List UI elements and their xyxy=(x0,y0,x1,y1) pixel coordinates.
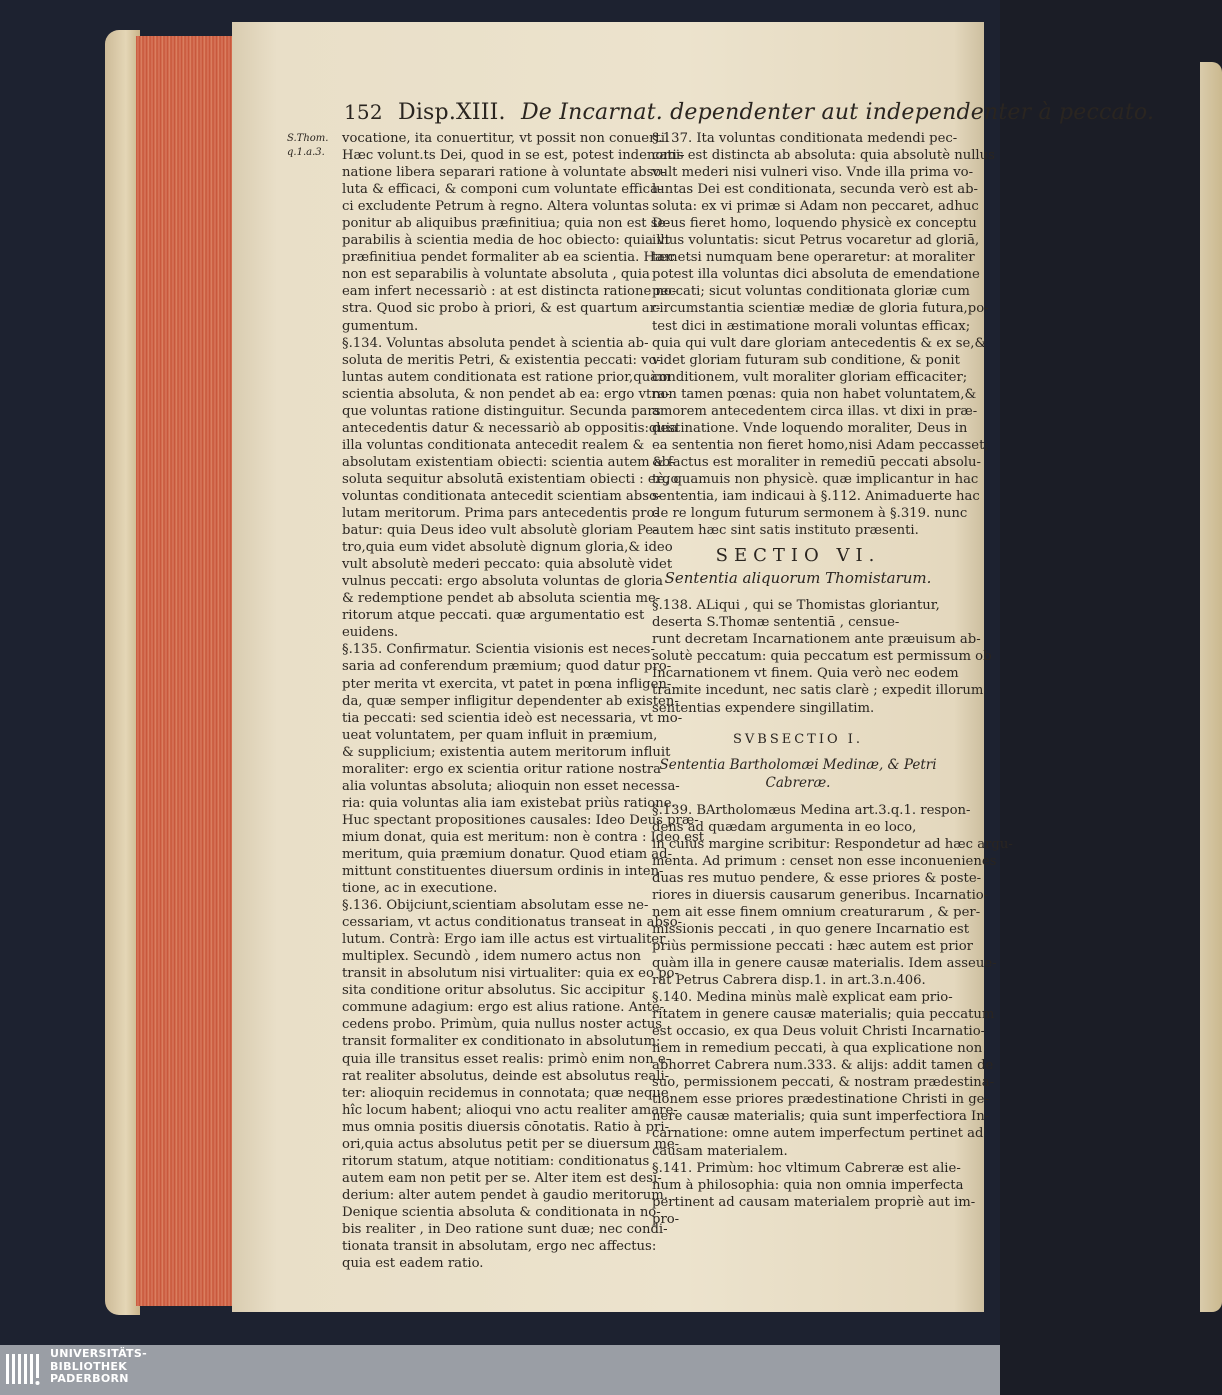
text-line: lutum. Contrà: Ergo iam ille actus est virtualiter xyxy=(342,932,666,948)
left-column xyxy=(342,130,705,1272)
text-line: destinatione. Vnde loquendo moraliter, Deus in xyxy=(652,420,968,436)
text-line: tionem esse priores prædestinatione Christi in ge- xyxy=(652,1092,989,1108)
section-title: SECTIO VI. xyxy=(715,545,881,567)
text-line: illa voluntas conditionata antecedit realem & xyxy=(342,437,645,453)
logo-line-3: PADERBORN xyxy=(50,1372,129,1385)
text-line: euidens. xyxy=(342,625,399,641)
text-line: & redemptione pendet ab absoluta scientia me- xyxy=(342,591,661,607)
text-line: luta & efficaci, & componi cum voluntate effica- xyxy=(342,182,663,198)
text-line: meritum, quia præmium donatur. Quod etiam ad- xyxy=(342,846,673,862)
library-footer-bar xyxy=(0,1345,1000,1395)
text-line: pter merita vt exercita, vt patet in pœna infligen- xyxy=(342,676,672,692)
text-line: sententia, iam indicaui à §.112. Animaduerte hac xyxy=(652,488,980,504)
text-line: §.139. BArtholomæus Medina art.3.q.1. respon- xyxy=(652,802,971,818)
text-line: & factus est moraliter in remediū peccati absolu- xyxy=(652,454,981,470)
text-line: §.136. Obijciunt,scientiam absolutam esse ne- xyxy=(342,898,649,914)
text-line: hîc locum habent; alioqui vno actu realiter amare- xyxy=(342,1102,678,1118)
text-line: tionata transit in absolutam, ergo nec affectus: xyxy=(342,1239,657,1255)
text-line: vulnus peccati: ergo absoluta voluntas de gloria xyxy=(342,574,664,590)
text-line: tia peccati: sed scientia ideò est necessaria, vt mo- xyxy=(342,710,683,726)
text-line: vult mederi nisi vulneri viso. Vnde illa prima vo- xyxy=(652,165,974,181)
text-line: Deus fieret homo, loquendo physicè ex conceptu xyxy=(652,216,977,232)
text-line: saria ad conferendum præmium; quod datur pro- xyxy=(342,659,672,675)
text-line: potest illa voluntas dici absoluta de emendatione xyxy=(652,267,980,283)
text-line: cedens probo. Primùm, quia nullus noster actus xyxy=(342,1017,663,1033)
text-line: runt decretam Incarnationem ante præuisum ab- xyxy=(652,632,981,648)
text-line: §.137. Ita voluntas conditionata medendi pec- xyxy=(652,131,958,146)
text-line: ori,quia actus absolutus petit per se diuersum me- xyxy=(342,1136,680,1152)
page-number: 152 xyxy=(344,100,383,124)
text-line: circumstantia scientiæ mediæ de gloria futura,po- xyxy=(652,301,989,317)
text-line: vult absolutè mederi peccato: quia absolutè videt xyxy=(342,557,673,573)
text-line: missionis peccati , in quo genere Incarnatio est xyxy=(652,921,970,937)
text-line: da, quæ semper infligitur dependenter ab existen- xyxy=(342,693,679,709)
text-line: cessariam, vt actus conditionatus transeat in abso- xyxy=(342,915,683,931)
text-line: tione, ac in executione. xyxy=(342,881,498,897)
text-line: luntas Dei est conditionata, secunda verò est ab- xyxy=(652,182,978,198)
logo-line-2: BIBLIOTHEK xyxy=(50,1359,128,1373)
text-line: ritatem in genere causæ materialis; quia peccatum xyxy=(652,1007,995,1023)
text-line: quàm illa in genere causæ materialis. Idem asseue- xyxy=(652,956,997,972)
subsection-subtitle: Sententia Bartholomæi Medinæ, & Petri Cabreræ. xyxy=(659,756,937,791)
text-line: carnatione: omne autem imperfectum pertinet ad xyxy=(652,1126,984,1142)
text-line: duas res mutuo pendere, & esse priores & poste- xyxy=(652,870,982,886)
text-line: suo, permissionem peccati, & nostram prædestina- xyxy=(652,1075,995,1091)
right-column-top-text xyxy=(652,130,995,539)
section-subtitle: Sententia aliquorum Thomistarum. xyxy=(664,569,932,588)
text-line: derium: alter autem pendet à gaudio meritorum. xyxy=(342,1187,668,1203)
text-line: luntas autem conditionata est ratione prior,quàm xyxy=(342,369,671,385)
text-line: ci excludente Petrum à regno. Altera voluntas xyxy=(342,199,649,215)
text-line: in cuius margine scribitur: Respondetur ad hæc argu- xyxy=(652,836,1013,852)
text-line: multiplex. Secundò , idem numero actus non xyxy=(342,949,642,965)
red-fore-edge xyxy=(136,36,236,1306)
running-header xyxy=(344,100,1155,125)
text-line: nere causæ materialis; quia sunt imperfectiora In- xyxy=(652,1109,990,1125)
text-line: ueat voluntatem, per quam influit in præmium, xyxy=(342,727,658,743)
text-line: gumentum. xyxy=(342,318,419,334)
text-line: alia voluntas absoluta; alioquin non esset necessa- xyxy=(342,778,680,794)
text-line: causam materialem. xyxy=(652,1143,788,1159)
text-line: conditionem, vult moraliter gloriam efficaciter; xyxy=(652,369,968,385)
text-line: Incarnationem vt finem. Quia verò nec eodem xyxy=(652,666,959,682)
book-spine xyxy=(105,30,140,1315)
right-column-mid-text xyxy=(652,597,992,716)
text-line: autem hæc sint satis instituto præsenti. xyxy=(652,523,919,539)
text-line: §.141. Primùm: hoc vltimum Cabreræ est alie- xyxy=(652,1160,961,1176)
text-line: non est separabilis à voluntate absoluta , quia xyxy=(342,267,650,283)
text-line: sita conditione oritur absolutus. Sic accipitur xyxy=(342,983,645,999)
text-line: peccati; sicut voluntas conditionata gloriæ cum xyxy=(652,284,970,300)
text-line: §.140. Medina minùs malè explicat eam prio- xyxy=(652,990,953,1006)
margin-note: S.Thom. q.1.a.3. xyxy=(287,133,329,158)
text-line: catis est distincta ab absoluta: quia absolutè nullus xyxy=(652,148,995,164)
text-line: nem ait esse finem omnium creaturarum , & per- xyxy=(652,904,981,920)
text-line: eam infert necessariò : at est distincta ratione no- xyxy=(342,284,677,300)
right-column-bottom-text xyxy=(652,802,1013,1228)
text-line: quia qui vult dare gloriam antecedentis & ex se,& xyxy=(652,335,987,351)
text-line: quia ille transitus esset realis: primò enim non e- xyxy=(342,1051,671,1067)
text-line: ritorum statum, atque notitiam: conditionatus xyxy=(342,1153,650,1169)
text-line: commune adagium: ergo est alius ratione. Ante- xyxy=(342,1000,665,1016)
text-line: ria: quia voluntas alia iam existebat priùs ratione. xyxy=(342,795,676,811)
text-line: parabilis à scientia media de hoc obiecto: quia vt xyxy=(342,233,670,249)
text-line: §.138. ALiqui , qui se Thomistas gloriantur, xyxy=(652,598,940,614)
text-line: priùs permissione peccati : hæc autem est prior xyxy=(652,938,973,954)
text-line: amorem antecedentem circa illas. vt dixi in præ- xyxy=(652,403,978,419)
text-line: soluta sequitur absolutā existentiam obiecti : ergo xyxy=(342,471,679,487)
book-page xyxy=(232,22,1155,1312)
text-line: tametsi numquam bene operaretur: at moraliter xyxy=(652,250,975,266)
right-column xyxy=(652,130,1013,1228)
text-line: transit in absolutum nisi virtualiter: quia ex eo po- xyxy=(342,966,679,982)
logo-line-1: UNIVERSITÄTS- xyxy=(50,1347,147,1360)
text-line: riores in diuersis causarum generibus. Incarnatio- xyxy=(652,887,989,903)
text-line: Denique scientia absoluta & conditionata in no- xyxy=(342,1204,661,1220)
text-line: mus omnia positis diuersis cōnotatis. Ratio à pri- xyxy=(342,1119,670,1135)
text-line: mittunt constituentes diuersum ordinis in inten- xyxy=(342,864,664,880)
text-line: soluta de meritis Petri, & existentia peccati: vo- xyxy=(342,352,662,368)
text-line: que voluntas ratione distinguitur. Secunda pars xyxy=(342,403,661,419)
text-line: pertinent ad causam materialem propriè aut im- xyxy=(652,1194,976,1210)
text-line: pro- xyxy=(652,1211,680,1227)
text-line: illius voluntatis: sicut Petrus vocaretur ad gloriā, xyxy=(652,233,980,249)
text-line: tro,quia eum videt absolutè dignum gloria,& ideo xyxy=(342,540,673,556)
text-line: ea sententia non fieret homo,nisi Adam peccasset; xyxy=(652,437,989,453)
text-line: videt gloriam futuram sub conditione, & ponit xyxy=(652,352,960,368)
text-line: scientia absoluta, & non pendet ab ea: ergo vtra- xyxy=(342,386,670,402)
text-line: lutam meritorum. Prima pars antecedentis pro- xyxy=(342,506,659,522)
text-line: deserta S.Thomæ sententiā , censue- xyxy=(652,615,900,631)
text-line: est occasio, ex qua Deus voluit Christi Incarnatio- xyxy=(652,1024,986,1040)
text-line: solutè peccatum: quia peccatum est permissum ob xyxy=(652,649,992,665)
header-title: De Incarnat. dependenter aut independenter à peccato. xyxy=(520,100,1155,125)
text-line: Huc spectant propositiones causales: Ideo Deus præ- xyxy=(342,812,699,828)
text-line: tramite incedunt, nec satis clarè ; expedit illorum xyxy=(652,683,984,699)
text-line: moraliter: ergo ex scientia oritur ratione nostra xyxy=(342,761,661,777)
text-line: Hæc volunt.ts Dei, quod in se est, potest indenomi- xyxy=(342,148,685,164)
text-line: §.134. Voluntas absoluta pendet à scientia ab- xyxy=(342,335,649,351)
library-logo-icon xyxy=(6,1352,46,1388)
text-line: de re longum futurum sermonem à §.319. nunc xyxy=(652,506,968,522)
text-line: mium donat, quia est meritum: non è contra : Ideo est xyxy=(342,829,705,845)
text-line: transit formaliter ex conditionato in absolutum: xyxy=(342,1034,661,1050)
library-logo-text xyxy=(50,1348,147,1386)
text-line: batur: quia Deus ideo vult absolutè gloriam Pe- xyxy=(342,523,658,539)
text-line: dens ad quædam argumenta in eo loco, xyxy=(652,819,917,835)
text-line: menta. Ad primum : censet non esse inconuenienes xyxy=(652,853,997,869)
right-leaf-edge xyxy=(1200,62,1222,1312)
text-line: & supplicium; existentia autem meritorum influit xyxy=(342,744,671,760)
text-line: rat realiter absolutus, deinde est absolutus reali- xyxy=(342,1068,670,1084)
text-line: autem eam non petit per se. Alter item est desi- xyxy=(342,1170,662,1186)
text-line: bis realiter , in Deo ratione sunt duæ; nec condi- xyxy=(342,1222,668,1237)
text-line: ponitur ab aliquibus præfinitiua; quia non est se- xyxy=(342,216,670,232)
text-line: rat Petrus Cabrera disp.1. in art.3.n.406. xyxy=(652,973,926,989)
text-line: soluta: ex vi primæ si Adam non peccaret, adhuc xyxy=(652,199,979,215)
text-line: nem in remedium peccati, à qua explicatione non xyxy=(652,1041,983,1057)
text-line: abhorret Cabrera num.333. & alijs: addit tamen de xyxy=(652,1058,994,1074)
text-line: præfinitiua pendet formaliter ab ea scientia. Hæc xyxy=(342,250,675,266)
text-line: quia est eadem ratio. xyxy=(342,1256,484,1272)
text-line: num à philosophia: quia non omnia imperfecta xyxy=(652,1177,964,1193)
subsection-title: SVBSECTIO I. xyxy=(732,731,864,747)
text-line: absolutam existentiam obiecti: scientia autem ab- xyxy=(342,454,675,470)
text-line: voluntas conditionata antecedit scientiam abso- xyxy=(342,488,662,504)
text-line: §.135. Confirmatur. Scientia visionis est neces- xyxy=(342,642,655,658)
text-line: test dici in æstimatione morali voluntas efficax; xyxy=(652,318,971,334)
text-line: vocatione, ita conuertitur, vt possit non conuerti. xyxy=(342,131,670,146)
text-line: natione libera separari ratione à voluntate abso- xyxy=(342,165,666,181)
text-line: tè, quamuis non physicè. quæ implicantur in hac xyxy=(652,471,979,487)
text-line: antecedentis datur & necessariò ab oppositis:quia xyxy=(342,420,678,436)
text-line: sententias expendere singillatim. xyxy=(652,700,875,716)
text-line: stra. Quod sic probo à priori, & est quartum ar- xyxy=(342,301,661,317)
disputation-label: Disp.XIII. xyxy=(397,100,506,125)
text-line: non tamen pœnas: quia non habet voluntatem,& xyxy=(652,386,977,402)
text-line: ritorum atque peccati. quæ argumentatio est xyxy=(342,608,645,624)
text-line: ter: alioquin recidemus in connotata; quæ neque xyxy=(342,1085,669,1101)
